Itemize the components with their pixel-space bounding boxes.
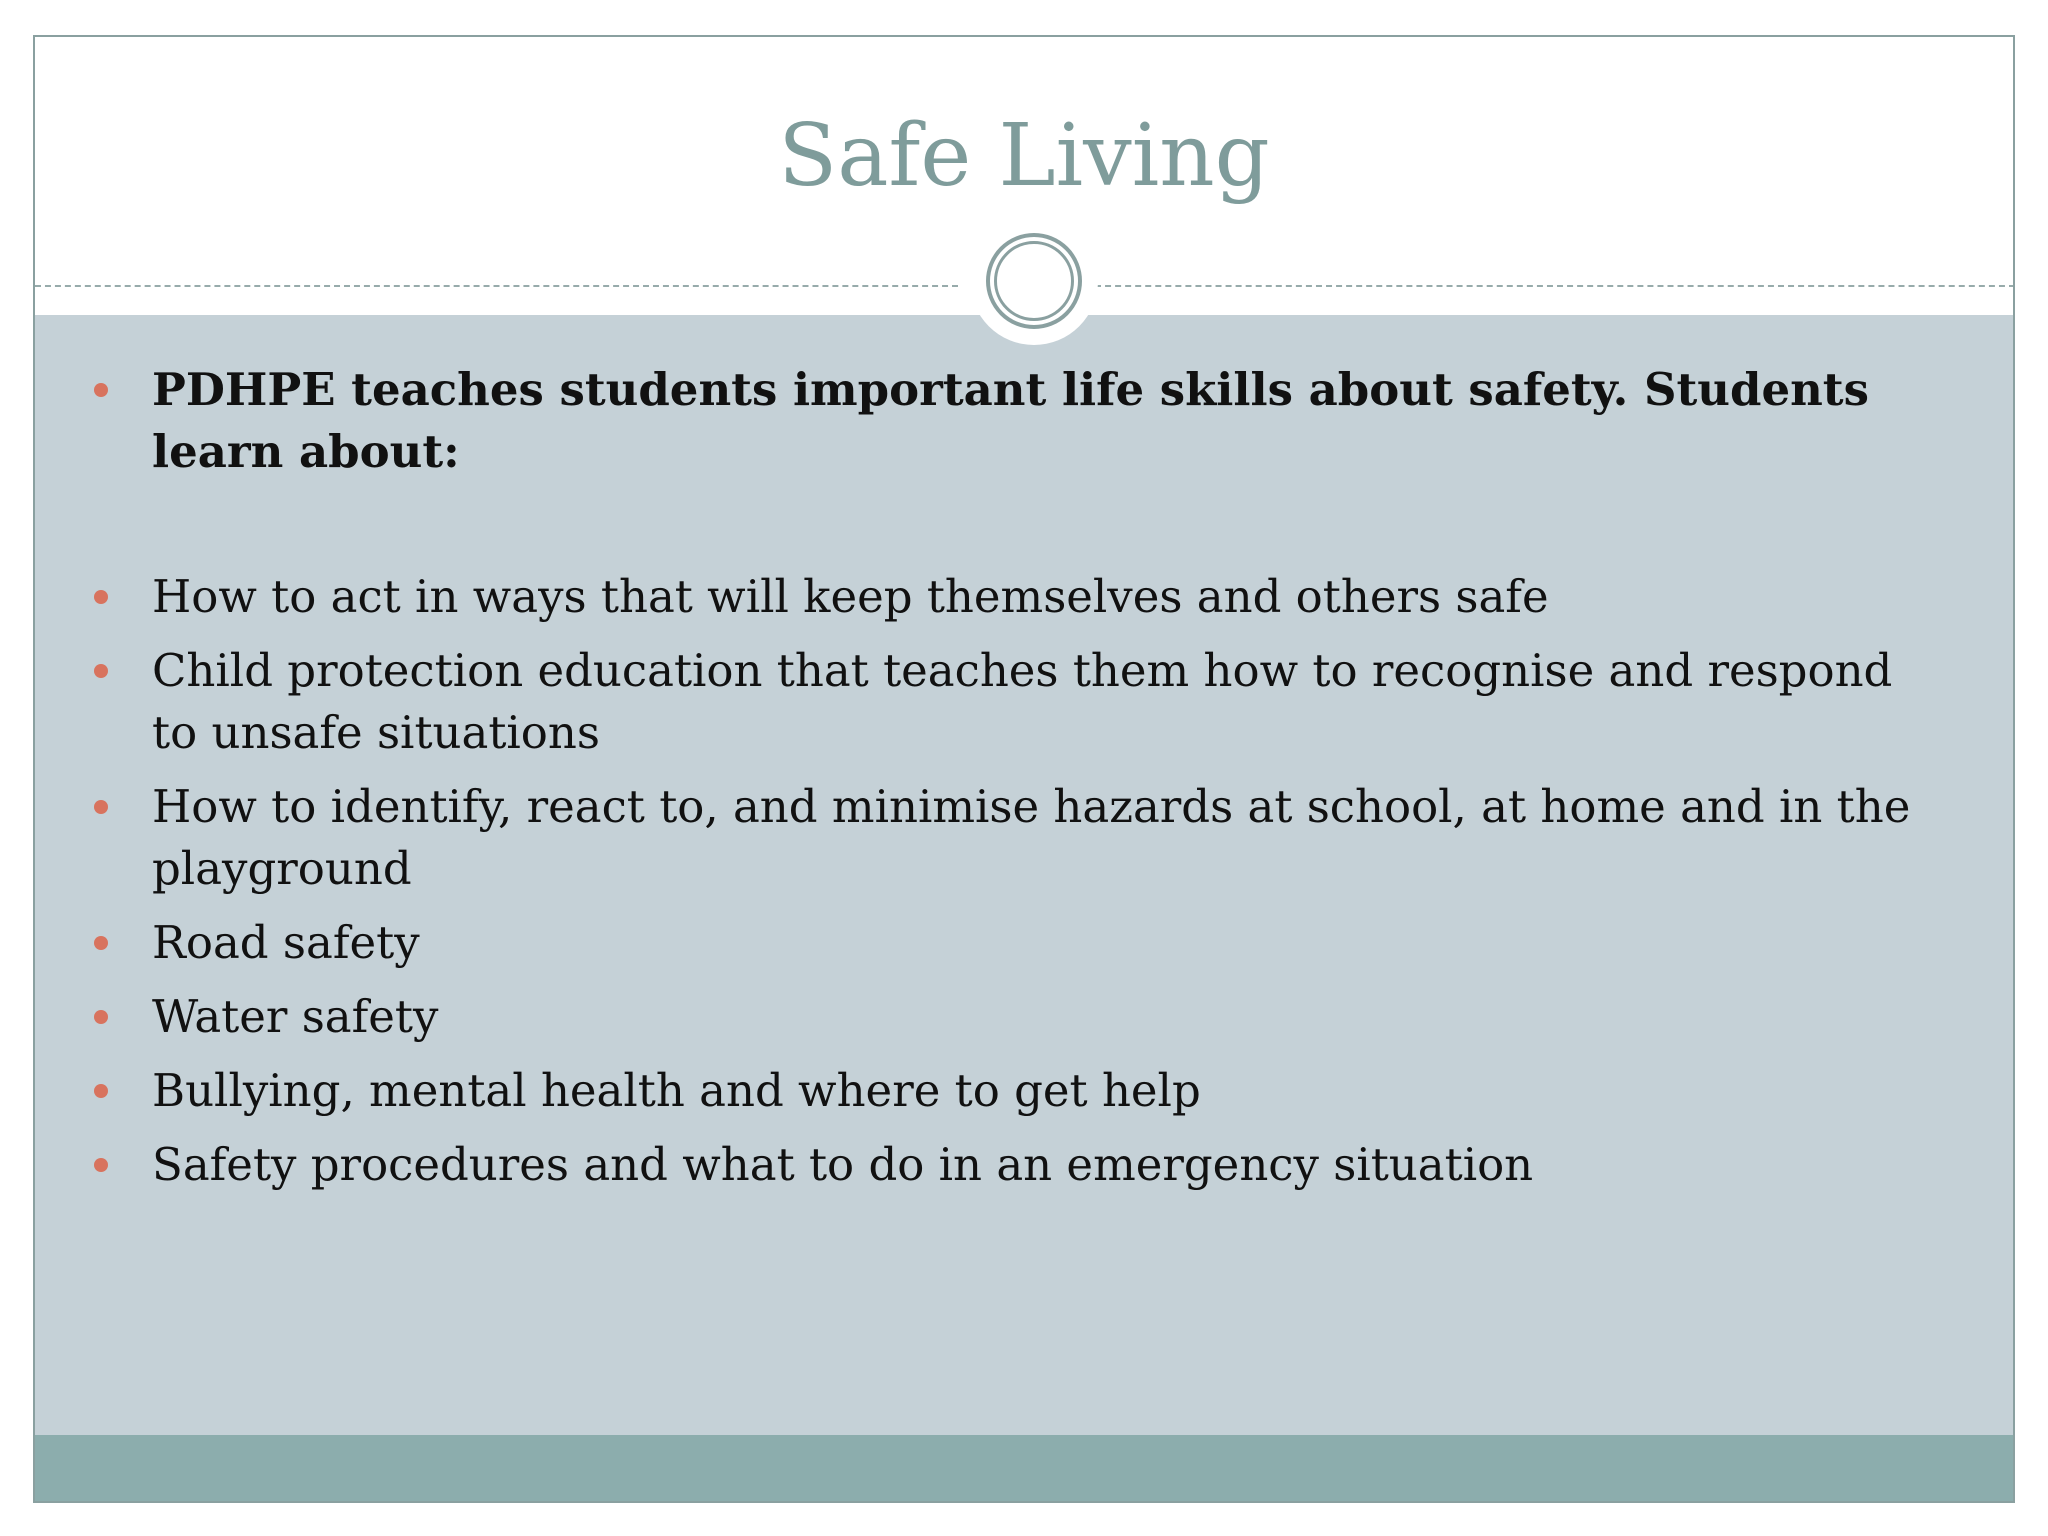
bullet-dot-icon bbox=[94, 800, 108, 814]
bullet-dot-icon bbox=[94, 664, 108, 678]
slide-title: Safe Living bbox=[778, 106, 1270, 206]
slide bbox=[33, 35, 2015, 1503]
bullet-dot-icon bbox=[94, 1084, 108, 1098]
title-divider-left bbox=[35, 285, 958, 287]
bullet-text: How to act in ways that will keep themselves and others safe bbox=[152, 570, 1549, 623]
title-divider-right bbox=[1095, 285, 2015, 287]
bullet-text: Water safety bbox=[152, 990, 439, 1043]
bullet-dot-icon bbox=[94, 590, 108, 604]
bullet-text: Child protection education that teaches them how to recognise and respond to unsafe situations bbox=[152, 644, 1893, 759]
bullet-dot-icon bbox=[94, 1158, 108, 1172]
bullet-dot-icon bbox=[94, 936, 108, 950]
divider-circle-inner-icon bbox=[994, 241, 1074, 321]
bullet-text: Bullying, mental health and where to get help bbox=[152, 1064, 1201, 1117]
footer-bar bbox=[35, 1435, 2013, 1503]
bullet-text: How to identify, react to, and minimise hazards at school, at home and in the playground bbox=[152, 780, 1911, 895]
content-area bbox=[35, 315, 2013, 1435]
bullet-text: Safety procedures and what to do in an emergency situation bbox=[152, 1138, 1534, 1191]
bullet-list bbox=[35, 315, 2013, 1435]
bullet-dot-icon bbox=[94, 383, 108, 397]
bullet-text: PDHPE teaches students important life skills about safety. Students learn about: bbox=[152, 363, 1869, 478]
bullet-dot-icon bbox=[94, 1010, 108, 1024]
bullet-text: Road safety bbox=[152, 916, 420, 969]
